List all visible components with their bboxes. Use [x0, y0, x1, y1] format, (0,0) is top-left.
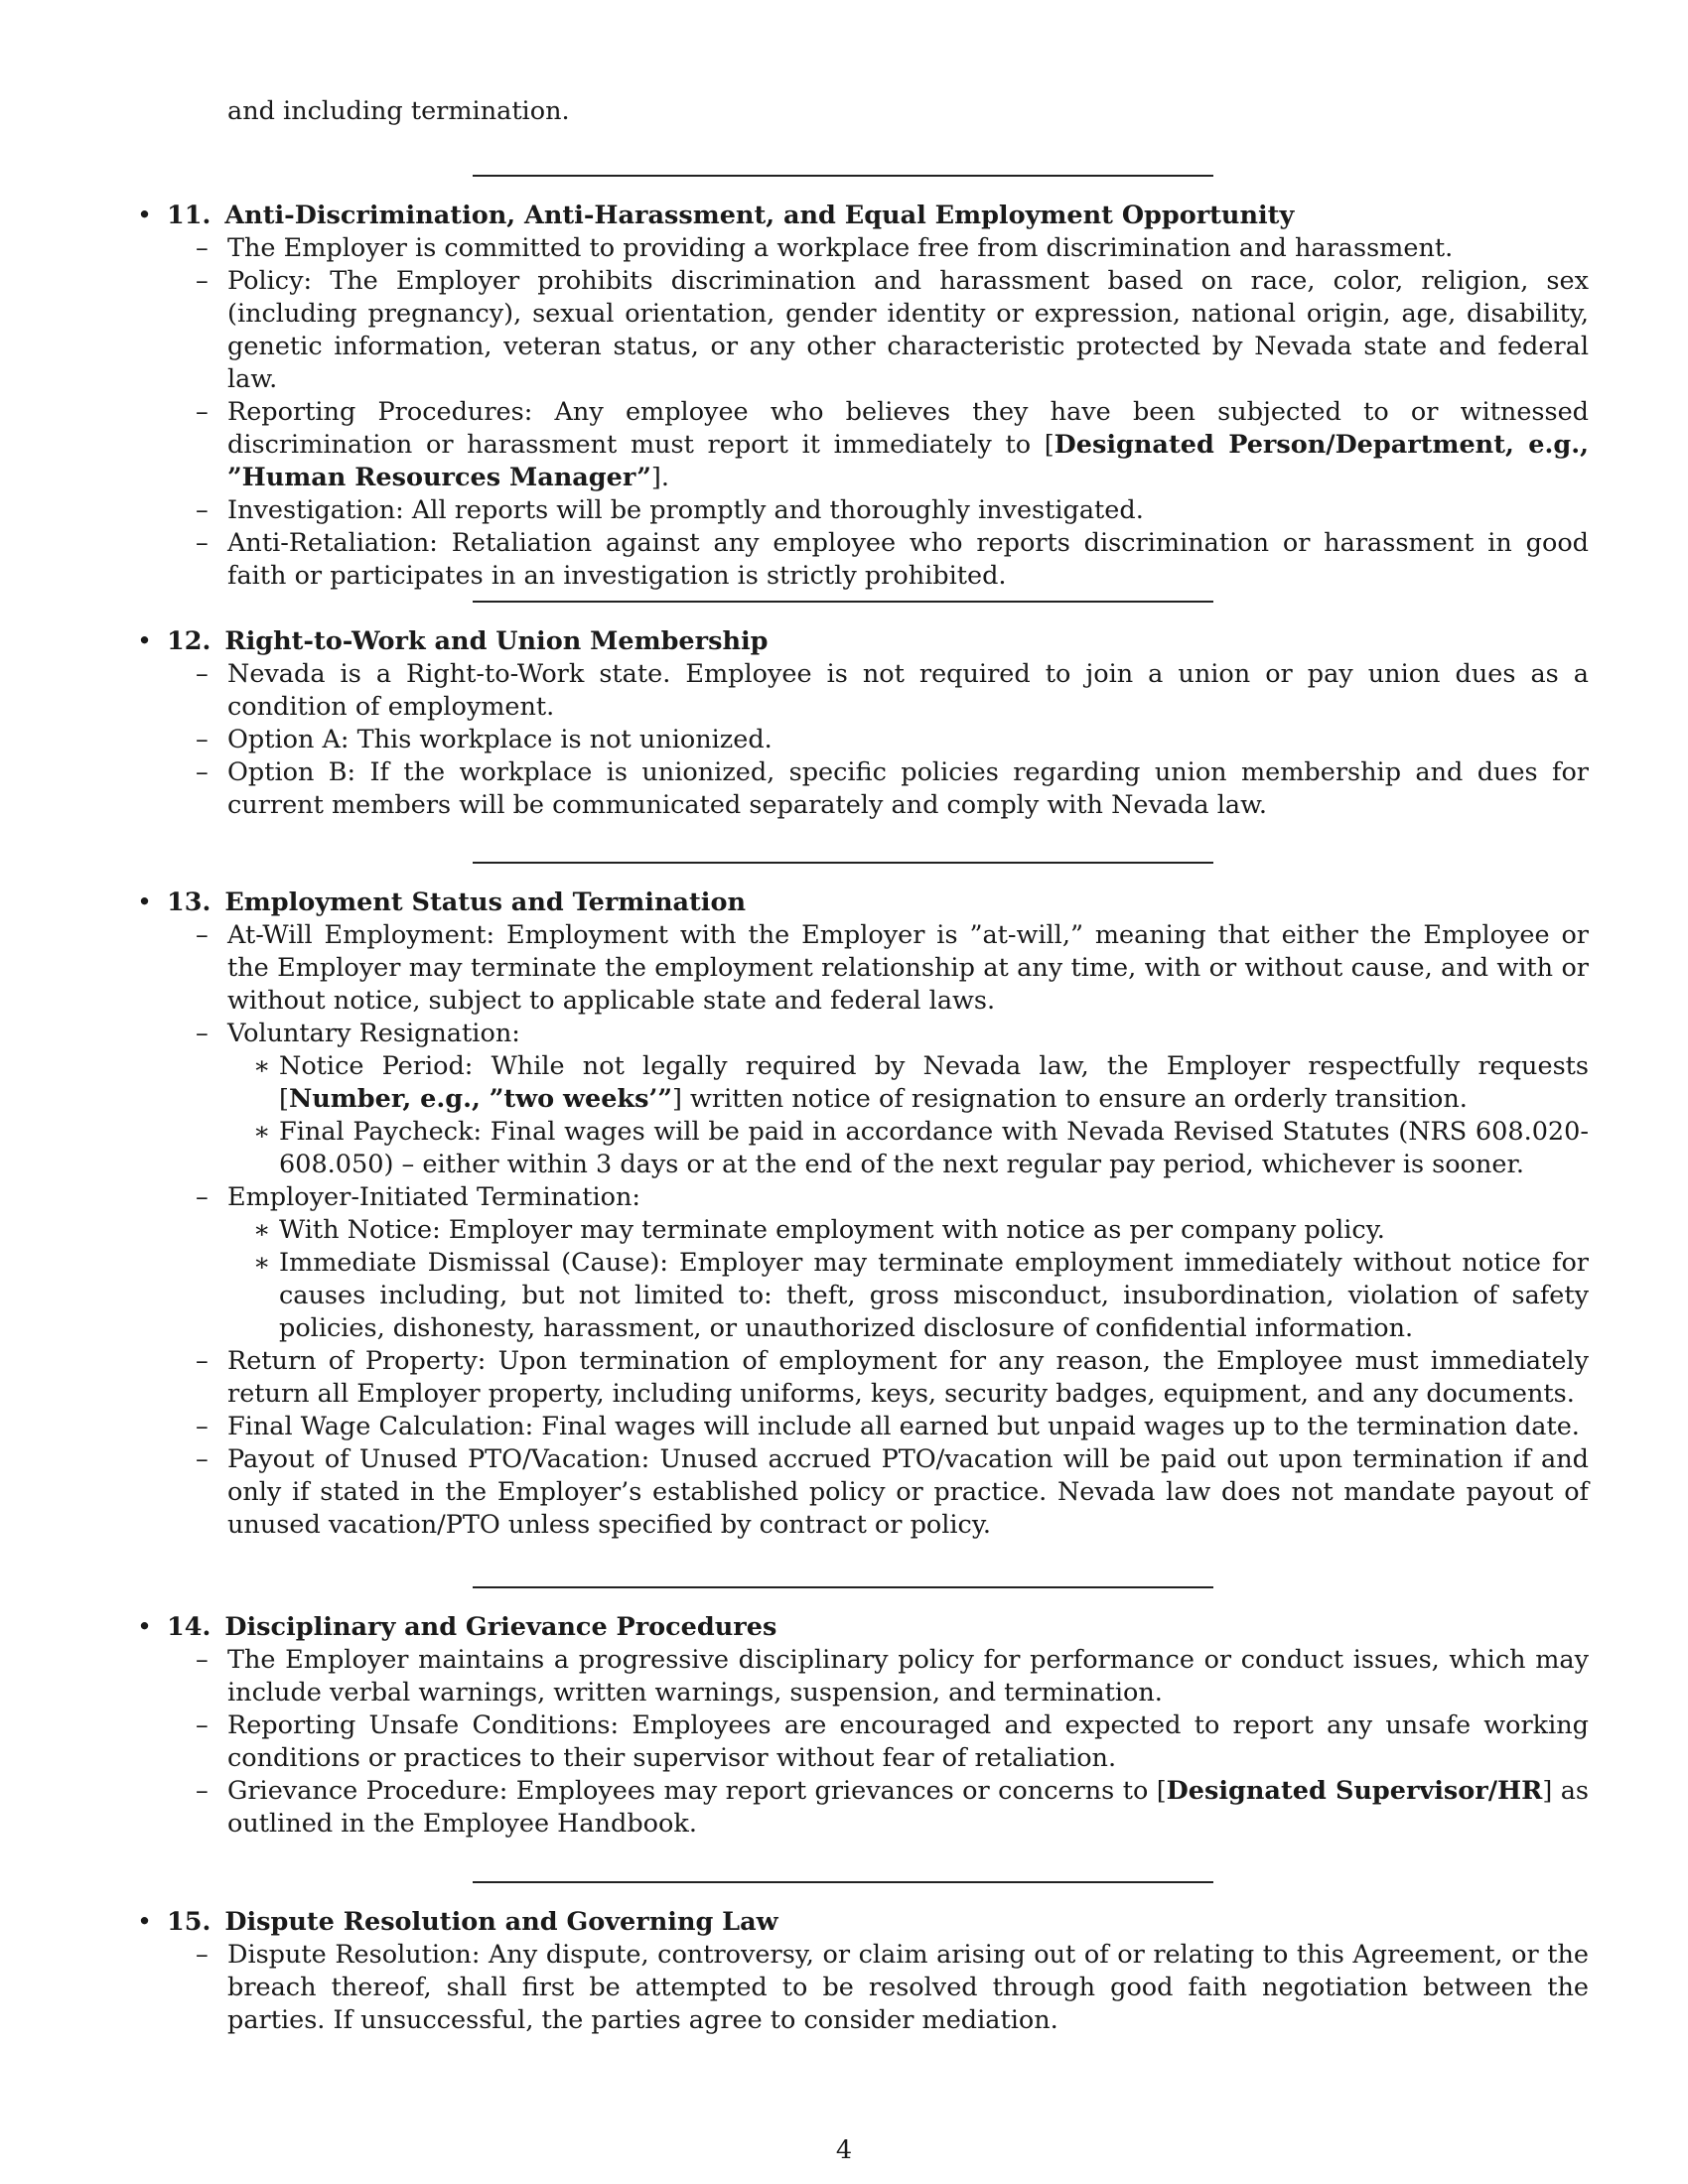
- section-title: Disciplinary and Grievance Procedures: [224, 1612, 777, 1642]
- item-text: Anti-Retaliation: Retaliation against any employee who reports discrimination or harassment in good faith or participates in an investigation is strictly prohibited.: [227, 528, 1589, 591]
- section-divider: [473, 862, 1213, 864]
- section-items: [137, 1939, 1589, 2037]
- item-text: With Notice: Employer may terminate employment with notice as per company policy.: [279, 1215, 1385, 1245]
- item-text: Investigation: All reports will be promptly and thoroughly investigated.: [227, 495, 1144, 525]
- dash-icon: –: [196, 397, 209, 427]
- item-text: Notice Period: While not legally required by Nevada law, the Employer respectfully requests [: [279, 1051, 1589, 1114]
- list-item: [137, 658, 1589, 724]
- dash-icon: –: [196, 1776, 209, 1806]
- list-item: [137, 1181, 1589, 1345]
- item-text: The Employer is committed to providing a workplace free from discrimination and harassment.: [227, 233, 1454, 263]
- list-item: [137, 1411, 1589, 1443]
- item-text: Payout of Unused PTO/Vacation: Unused accrued PTO/vacation will be paid out upon termination if and only if stated in the Employer’s established policy or practice. Nevada law does not mandate payout of unused vacation/PTO unless specified by contract or policy.: [227, 1444, 1589, 1540]
- section-divider: [473, 601, 1213, 603]
- bullet-icon: •: [137, 887, 153, 917]
- section-title: Dispute Resolution and Governing Law: [224, 1907, 778, 1937]
- dash-icon: –: [196, 1019, 209, 1048]
- section-15: [137, 1906, 1589, 2037]
- section-title: Employment Status and Termination: [224, 887, 747, 917]
- continuation-text: and including termination.: [227, 96, 570, 126]
- section-heading: [137, 1906, 1589, 1939]
- star-icon: ∗: [253, 1117, 271, 1147]
- bullet-icon: •: [137, 201, 153, 230]
- placeholder-designated-supervisor: Designated Supervisor/HR: [1166, 1776, 1543, 1806]
- list-item: [137, 756, 1589, 822]
- section-heading: [137, 1611, 1589, 1644]
- section-14: [137, 1611, 1589, 1841]
- item-text: Employer-Initiated Termination:: [227, 1182, 640, 1212]
- section-number: 13.: [167, 887, 211, 917]
- dash-icon: –: [196, 757, 209, 787]
- list-item: [137, 1644, 1589, 1709]
- list-item: [137, 919, 1589, 1018]
- dash-icon: –: [196, 725, 209, 754]
- item-text: Final Paycheck: Final wages will be paid in accordance with Nevada Revised Statutes (NRS 608.020-608.050) – either within 3 days or at the end of the next regular pay period, whichever is sooner.: [279, 1117, 1589, 1179]
- section-heading: [137, 887, 1589, 919]
- item-text-after: ] as outlined in the Employee Handbook.: [227, 1776, 1589, 1839]
- dash-icon: –: [196, 1940, 209, 1970]
- dash-icon: –: [196, 1412, 209, 1441]
- bullet-icon: •: [137, 1907, 153, 1937]
- placeholder-designated-person: Designated Person/Department, e.g., ”Human Resources Manager”: [227, 430, 1589, 492]
- item-text-after: ] written notice of resignation to ensure an orderly transition.: [672, 1084, 1468, 1114]
- list-item: [137, 396, 1589, 494]
- list-item: [137, 1939, 1589, 2037]
- dash-icon: –: [196, 659, 209, 689]
- dash-icon: –: [196, 1710, 209, 1740]
- section-12: [137, 625, 1589, 822]
- section-number: 11.: [167, 201, 211, 230]
- page-number: 4: [835, 2135, 853, 2165]
- item-text-after: ].: [650, 463, 669, 492]
- section-divider: [473, 175, 1213, 177]
- sub-list-item: [227, 1247, 1589, 1345]
- item-text: Reporting Unsafe Conditions: Employees are encouraged and expected to report any unsafe working conditions or practices to their supervisor without fear of retaliation.: [227, 1710, 1589, 1773]
- sub-items: [227, 1050, 1589, 1181]
- list-item: [137, 232, 1589, 265]
- section-13: [137, 887, 1589, 1542]
- placeholder-notice-number: Number, e.g., ”two weeks’”: [288, 1084, 672, 1114]
- item-text: Policy: The Employer prohibits discrimination and harassment based on race, color, religion, sex (including pregnancy), sexual orientation, gender identity or expression, national origin, age, disability, genetic information, veteran status, or any other characteristic protected by Nevada state and federal law.: [227, 266, 1589, 394]
- sub-list-item: [227, 1214, 1589, 1247]
- section-number: 12.: [167, 626, 211, 656]
- section-heading: [137, 625, 1589, 658]
- section-heading: [137, 200, 1589, 232]
- sub-items: [227, 1214, 1589, 1345]
- item-text: Grievance Procedure: Employees may report grievances or concerns to [: [227, 1776, 1167, 1806]
- list-item: [137, 724, 1589, 756]
- item-text: Reporting Procedures: Any employee who believes they have been subjected to or witnessed discrimination or harassment must report it immediately to [: [227, 397, 1589, 460]
- item-text: Return of Property: Upon termination of employment for any reason, the Employee must immediately return all Employer property, including uniforms, keys, security badges, equipment, and any documents.: [227, 1346, 1589, 1409]
- dash-icon: –: [196, 1182, 209, 1212]
- item-text: Option A: This workplace is not unionized.: [227, 725, 773, 754]
- section-items: [137, 658, 1589, 822]
- section-number: 15.: [167, 1907, 211, 1937]
- item-text: The Employer maintains a progressive disciplinary policy for performance or conduct issues, which may include verbal warnings, written warnings, suspension, and termination.: [227, 1645, 1589, 1707]
- item-text: Option B: If the workplace is unionized, specific policies regarding union membership and dues for current members will be communicated separately and comply with Nevada law.: [227, 757, 1589, 820]
- item-text: Immediate Dismissal (Cause): Employer may terminate employment immediately without notice for causes including, but not limited to: theft, gross misconduct, insubordination, violation of safety policies, dishonesty, harassment, or unauthorized disclosure of confidential information.: [279, 1248, 1589, 1343]
- star-icon: ∗: [253, 1215, 271, 1245]
- item-text: At-Will Employment: Employment with the Employer is ”at-will,” meaning that either the Employee or the Employer may terminate the employment relationship at any time, with or without cause, and with or without notice, subject to applicable state and federal laws.: [227, 920, 1589, 1016]
- dash-icon: –: [196, 1444, 209, 1474]
- dash-icon: –: [196, 495, 209, 525]
- dash-icon: –: [196, 920, 209, 950]
- sub-list-item: [227, 1050, 1589, 1116]
- section-items: [137, 919, 1589, 1542]
- sub-list-item: [227, 1116, 1589, 1181]
- section-items: [137, 232, 1589, 593]
- bullet-icon: •: [137, 626, 153, 656]
- dash-icon: –: [196, 266, 209, 296]
- section-title: Anti-Discrimination, Anti-Harassment, and Equal Employment Opportunity: [224, 201, 1295, 230]
- list-item: [137, 265, 1589, 396]
- dash-icon: –: [196, 1645, 209, 1675]
- item-text: Nevada is a Right-to-Work state. Employee is not required to join a union or pay union dues as a condition of employment.: [227, 659, 1589, 722]
- dash-icon: –: [196, 233, 209, 263]
- item-text: Final Wage Calculation: Final wages will include all earned but unpaid wages up to the termination date.: [227, 1412, 1580, 1441]
- list-item: [137, 1345, 1589, 1411]
- list-item: [137, 1018, 1589, 1181]
- list-item: [137, 527, 1589, 593]
- section-items: [137, 1644, 1589, 1841]
- section-11: [137, 200, 1589, 593]
- dash-icon: –: [196, 1346, 209, 1376]
- list-item: [137, 1775, 1589, 1841]
- star-icon: ∗: [253, 1051, 271, 1081]
- list-item: [137, 1443, 1589, 1542]
- section-divider: [473, 1881, 1213, 1883]
- item-text: Voluntary Resignation:: [227, 1019, 520, 1048]
- item-text: Dispute Resolution: Any dispute, controversy, or claim arising out of or relating to this Agreement, or the breach thereof, shall first be attempted to be resolved through good faith negotiation between the parties. If unsuccessful, the parties agree to consider mediation.: [227, 1940, 1589, 2035]
- list-item: [137, 494, 1589, 527]
- bullet-icon: •: [137, 1612, 153, 1642]
- dash-icon: –: [196, 528, 209, 558]
- section-number: 14.: [167, 1612, 211, 1642]
- section-divider: [473, 1586, 1213, 1588]
- section-title: Right-to-Work and Union Membership: [224, 626, 769, 656]
- star-icon: ∗: [253, 1248, 271, 1278]
- list-item: [137, 1709, 1589, 1775]
